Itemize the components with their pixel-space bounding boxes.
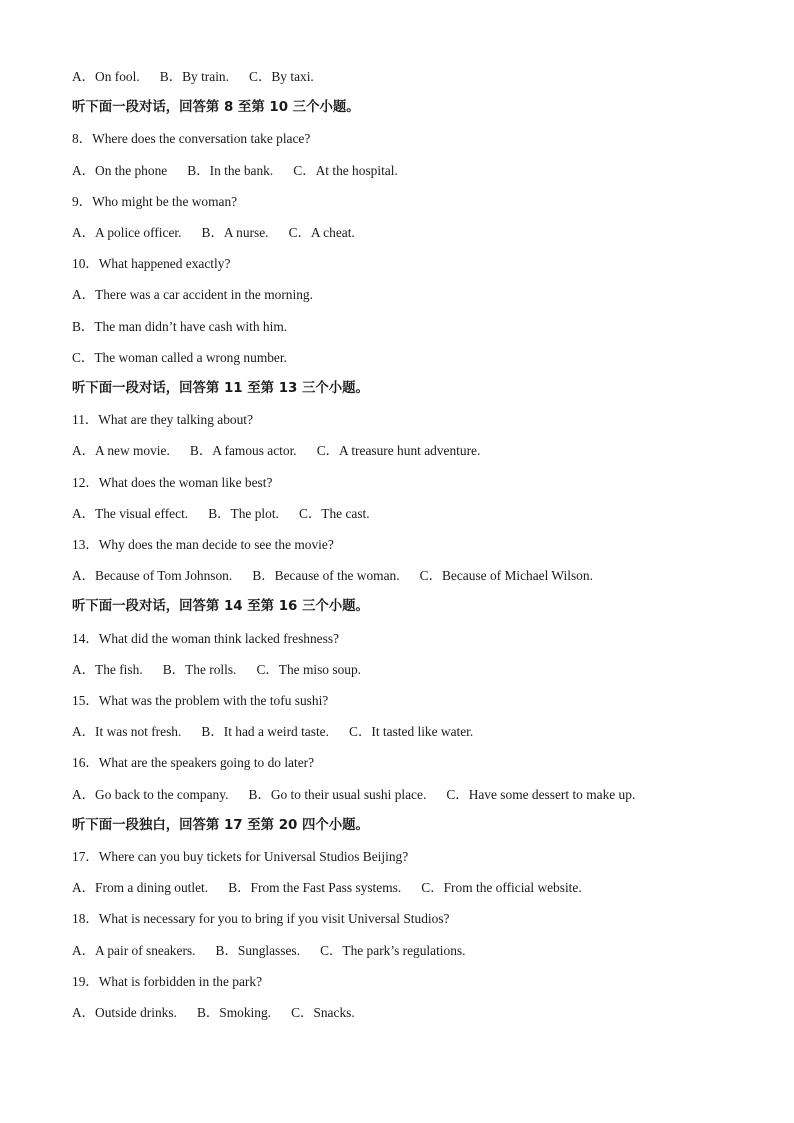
question-text: 16．What are the speakers going to do later? xyxy=(72,755,315,771)
question-text: 12．What does the woman like best? xyxy=(72,474,273,490)
question-text: 19．What is forbidden in the park? xyxy=(72,973,263,989)
section-heading: 听下面一段对话，回答第 11 至第 13 三个小题。 xyxy=(72,381,369,396)
question-text: 11．What are they talking about? xyxy=(72,412,253,428)
answer-options: A．Because of Tom Johnson. B．Because of the woman. C．Because of Michael Wilson. xyxy=(72,568,593,584)
answer-options: A．A pair of sneakers. B．Sunglasses. C．The park’s regulations. xyxy=(72,942,466,958)
answer-options: A．On the phone B．In the bank. C．At the hospital. xyxy=(72,162,398,178)
answer-options: C．The woman called a wrong number. xyxy=(72,349,287,365)
answer-options: A．A new movie. B．A famous actor. C．A treasure hunt adventure. xyxy=(72,443,481,459)
question-text: 13．Why does the man decide to see the movie? xyxy=(72,537,334,552)
answer-options: A．Go back to the company. B．Go to their usual sushi place. C．Have some dessert to make up. xyxy=(72,786,636,802)
question-text: 17．Where can you buy tickets for Universal Studios Beijing? xyxy=(72,849,409,864)
question-text: 9．Who might be the woman? xyxy=(72,193,238,209)
answer-options: A．On fool. B．By train. C．By taxi. xyxy=(72,69,314,84)
answer-options: A．There was a car accident in the morning. xyxy=(72,287,313,303)
answer-options: A．The visual effect. B．The plot. C．The cast. xyxy=(72,505,370,521)
section-heading: 听下面一段对话，回答第 8 至第 10 三个小题。 xyxy=(72,100,360,116)
section-heading: 听下面一段独白，回答第 17 至第 20 四个小题。 xyxy=(72,817,369,833)
answer-options: A．It was not fresh. B．It had a weird taste. C．It tasted like water. xyxy=(72,724,474,740)
question-text: 15．What was the problem with the tofu sushi? xyxy=(72,693,329,708)
answer-options: A．A police officer. B．A nurse. C．A cheat. xyxy=(72,225,355,240)
question-text: 18．What is necessary for you to bring if you visit Universal Studios? xyxy=(72,911,450,927)
question-text: 10．What happened exactly? xyxy=(72,256,231,272)
answer-options: A．The fish. B．The rolls. C．The miso soup. xyxy=(72,661,361,677)
answer-options: A．Outside drinks. B．Smoking. C．Snacks. xyxy=(72,1005,355,1020)
answer-options: A．From a dining outlet. B．From the Fast Pass systems. C．From the official website. xyxy=(72,880,582,896)
answer-options: B．The man didn’t have cash with him. xyxy=(72,318,288,334)
section-heading: 听下面一段对话，回答第 14 至第 16 三个小题。 xyxy=(72,599,369,615)
question-text: 8．Where does the conversation take place? xyxy=(72,131,311,147)
question-text: 14．What did the woman think lacked freshness? xyxy=(72,630,339,646)
